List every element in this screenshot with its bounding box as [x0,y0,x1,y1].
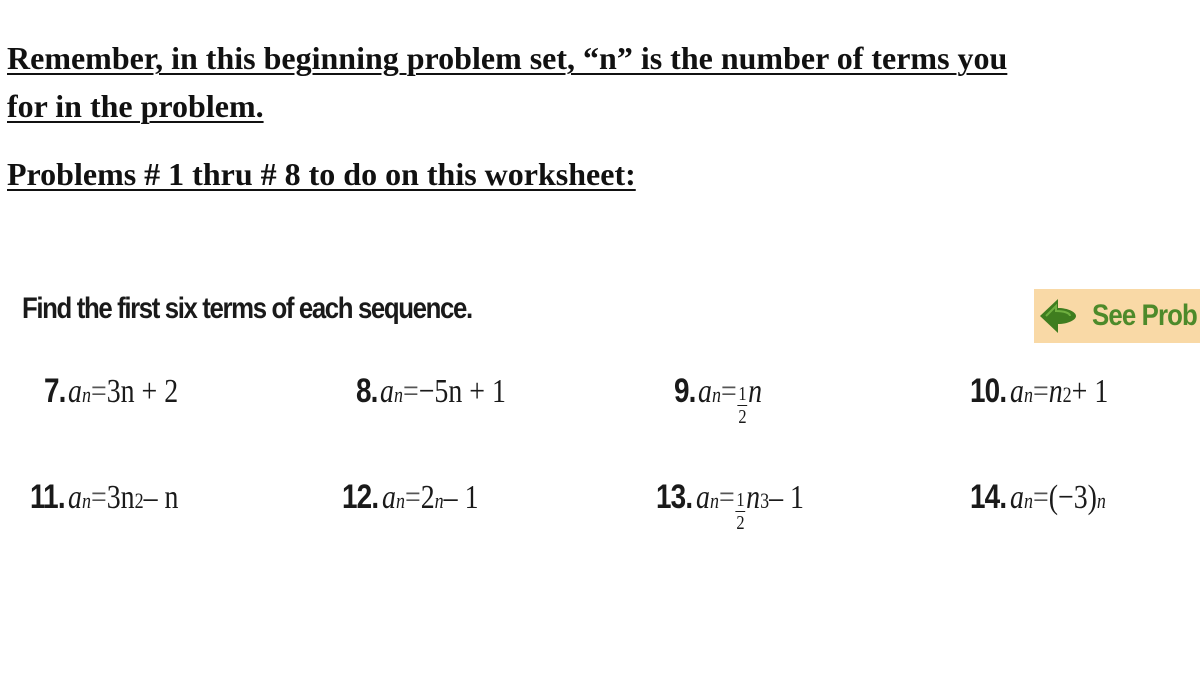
subscript: n [712,382,722,407]
problem-expression [696,479,804,535]
fraction [736,490,746,533]
exponent: n [1097,488,1107,513]
problem-expression [382,479,479,517]
exponent: 2 [1062,382,1072,407]
problem-number: 11. [30,478,65,516]
exponent: 3 [760,488,770,513]
formula-base: (−3) [1048,479,1098,516]
subscript: n [82,488,92,513]
intro-line-1: Remember, in this beginning problem set, “n” is the number of terms you [7,40,1008,76]
equals-sign: = [721,373,738,410]
problem-13 [656,478,828,535]
sequence-variable: a [68,479,83,516]
sequence-variable: a [1010,479,1025,516]
problem-9 [674,372,777,429]
see-problem-label: See Prob [1092,299,1197,332]
instruction-text: Find the first six terms of each sequence. [22,292,472,325]
formula-base: 3n [107,479,135,516]
problem-expression [68,373,178,411]
sequence-variable: a [382,479,397,516]
problem-11 [30,478,203,517]
exponent: n [434,488,444,513]
subscript: n [396,488,406,513]
intro-reminder [7,34,1200,130]
sequence-variable: a [698,373,713,410]
problem-number: 14. [970,478,1007,516]
problem-10 [970,372,1130,411]
problem-number: 7. [44,372,66,410]
equals-sign: = [405,479,421,516]
problem-expression [1010,373,1108,411]
problem-14 [970,478,1127,517]
formula-rhs: n [748,373,763,410]
formula-rest: – n [143,479,179,516]
subscript: n [82,382,92,407]
formula-rest: + 1 [1071,373,1109,410]
formula-rhs: 3n + 2 [107,373,179,410]
fraction-numerator: 1 [738,383,747,405]
exponent: 2 [134,488,144,513]
problem-number: 13. [656,478,693,516]
formula-rest: – 1 [769,479,805,516]
see-problem-button[interactable] [1034,289,1200,343]
equals-sign: = [91,373,108,410]
intro-line-2: for in the problem. [7,88,264,124]
formula-base: n [1048,373,1063,410]
sequence-variable: a [68,373,83,410]
equals-sign: = [1033,373,1049,410]
problem-expression [1010,479,1106,517]
problem-7 [44,372,203,411]
problem-number: 8. [356,372,378,410]
worksheet-subheading: Problems # 1 thru # 8 to do on this worksheet: [7,156,636,192]
sequence-variable: a [1010,373,1025,410]
equals-sign: = [1033,479,1049,516]
equals-sign: = [403,373,420,410]
sequence-variable: a [380,373,395,410]
equals-sign: = [719,479,735,516]
fraction-denominator: 2 [736,512,745,534]
problem-expression [68,479,178,517]
formula-rest: – 1 [443,479,479,516]
back-arrow-icon [1038,297,1078,335]
problem-number: 12. [342,478,379,516]
subscript: n [1024,382,1034,407]
problem-expression [380,373,506,411]
formula-base: 2 [420,479,435,516]
equals-sign: = [91,479,108,516]
subscript: n [1024,488,1034,513]
subscript: n [710,488,720,513]
subscript: n [394,382,404,407]
fraction-denominator: 2 [738,406,747,428]
problem-number: 9. [674,372,696,410]
problem-expression [698,373,762,429]
formula-base: n [746,479,761,516]
problem-8 [356,372,534,411]
fraction [738,384,748,427]
sequence-variable: a [696,479,711,516]
formula-rhs: −5n + 1 [419,373,507,410]
problem-12 [342,478,500,517]
fraction-numerator: 1 [736,489,745,511]
problem-number: 10. [970,372,1007,410]
